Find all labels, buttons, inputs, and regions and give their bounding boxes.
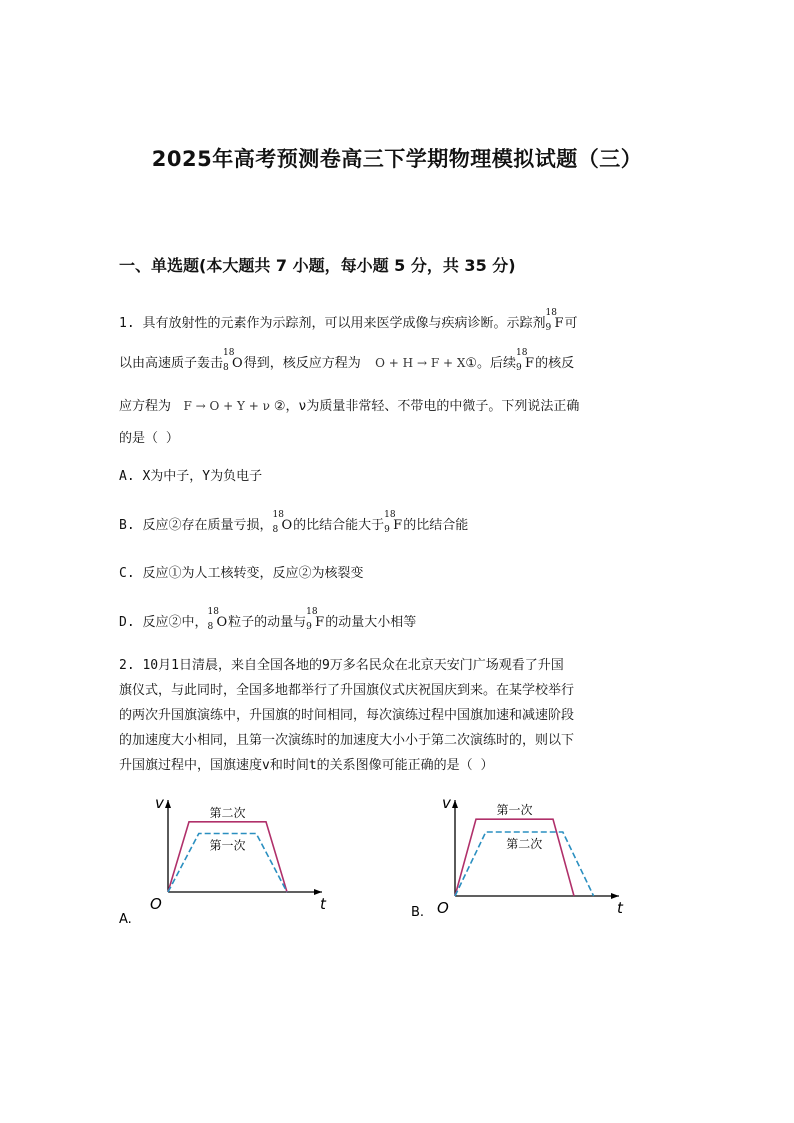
q2-line-3: 的两次升国旗演练中，升国旗的时间相同，每次演练过程中国旗加速和减速阶段	[119, 708, 575, 723]
x-axis-label: t	[617, 899, 623, 917]
chart-option-a	[110, 790, 340, 930]
q1-line-4: 的是（ ）	[119, 431, 179, 446]
y-axis-label: v	[155, 794, 164, 812]
chart-option-b	[405, 790, 635, 930]
option-label: B.	[411, 905, 425, 920]
reaction-equation-2: F → O + Y + ν	[183, 399, 270, 413]
series-line-1	[455, 819, 574, 896]
series-label: 第二次	[506, 837, 543, 851]
series-label: 第一次	[496, 803, 533, 818]
q1-option-c: C. 反应①为人工核转变，反应②为核裂变	[119, 566, 364, 581]
reaction-equation-1: O + H → F + X	[375, 356, 466, 370]
nuclide-o18: 18 8 O	[207, 607, 228, 632]
q1-option-a: A. X为中子，Y为负电子	[119, 469, 263, 484]
option-label: A.	[119, 912, 132, 927]
page-title: 2025年高考预测卷高三下学期物理模拟试题（三）	[151, 147, 643, 171]
series-label: 第二次	[209, 805, 246, 820]
origin-label: O	[150, 895, 162, 913]
nuclide-o18: 18 8 O	[272, 510, 293, 535]
q1-option-d: D. 反应②中， 18 8 O粒子的动量与 18 9 F的动量大小相等	[119, 607, 417, 632]
nuclide-o18: 18 8 O	[223, 348, 243, 373]
q2-line-5: 升国旗过程中，国旗速度v和时间t的关系图像可能正确的是（ ）	[119, 758, 494, 773]
q1-text: 1. 具有放射性的元素作为示踪剂，可以用来医学成像与疾病诊断。示踪剂	[119, 316, 546, 331]
q2-line-1: 2. 10月1日清晨，来自全国各地的9万多名民众在北京天安门广场观看了升国	[119, 658, 564, 673]
nuclide-f18: 18 9 F	[516, 348, 535, 373]
nuclide-f18: 18 9 F	[306, 607, 325, 632]
series-label: 第一次	[209, 838, 246, 853]
origin-label: O	[437, 899, 449, 917]
section-heading: 一、单选题(本大题共 7 小题，每小题 5 分，共 35 分)	[119, 256, 516, 275]
y-axis-arrow	[165, 800, 171, 808]
q1-line-2: 以由高速质子轰击 18 8 O得到，核反应方程为 O + H → F + X①。后续 18 9 F的核反	[119, 348, 575, 373]
y-axis-arrow	[452, 800, 458, 808]
q1-option-b: B. 反应②存在质量亏损， 18 8 O的比结合能大于 18 9 F的比结合能	[119, 510, 469, 535]
nuclide-f18: 18 9 F	[384, 510, 403, 535]
y-axis-label: v	[442, 794, 451, 812]
q1-line-3: 应方程为 F → O + Y + ν ②，ν为质量非常轻、不带电的中微子。下列说法正确	[119, 399, 580, 414]
nuclide-f18: 18 9 F	[545, 308, 564, 333]
x-axis-label: t	[320, 895, 326, 913]
q2-line-4: 的加速度大小相同，且第一次演练时的加速度大小小于第二次演练时的，则以下	[119, 733, 575, 748]
q1-line-1: 1. 具有放射性的元素作为示踪剂，可以用来医学成像与疾病诊断。示踪剂 18 9 F可	[119, 308, 578, 333]
q2-line-2: 旗仪式，与此同时，全国多地都举行了升国旗仪式庆祝国庆到来。在某学校举行	[119, 683, 575, 698]
